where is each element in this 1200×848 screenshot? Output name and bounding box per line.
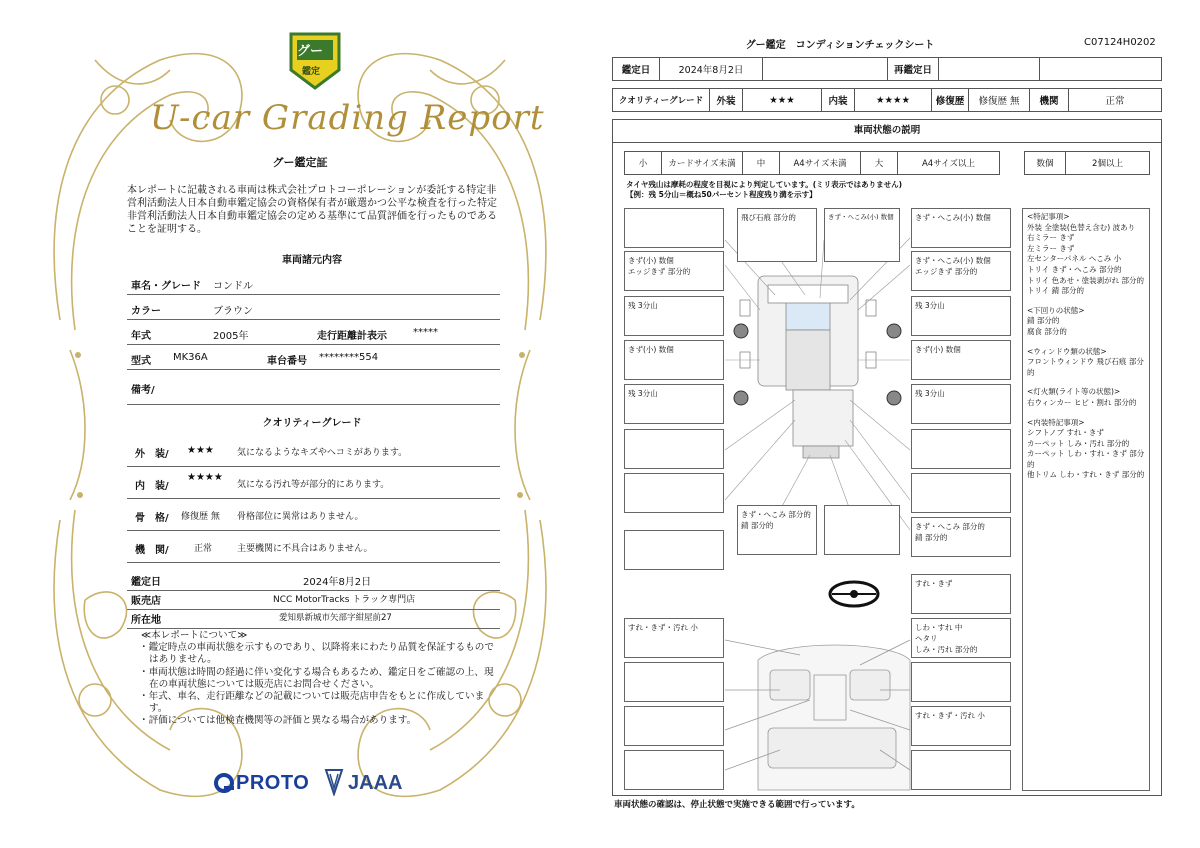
- interior-stars: ★★★★: [187, 472, 223, 483]
- interior-box: [911, 662, 1011, 702]
- notes-title: ≪本レポートについて≫: [141, 630, 248, 641]
- date-label: 鑑定日: [613, 58, 660, 81]
- model-label: 型式: [131, 356, 151, 367]
- row-address: [127, 606, 500, 629]
- ext-value: ★★★: [743, 89, 822, 112]
- remarks-label: 備考/: [131, 385, 155, 396]
- engine-label: 機 関/: [135, 545, 169, 556]
- damage-box: きず・へこみ(小) 数個 エッジきず 部分的: [911, 251, 1011, 291]
- condition-title: 車両状態の説明: [612, 119, 1162, 143]
- size-large-desc: A4サイズ以上: [898, 152, 1000, 175]
- mileage-label: 走行距離計表示: [317, 331, 387, 342]
- lights-group: <灯火類(ライト等の状態)> 右ウィンカー ヒビ・割れ 部分的: [1027, 387, 1137, 407]
- size-mid-desc: A4サイズ未満: [780, 152, 861, 175]
- name-label: 車名・グレード: [131, 281, 201, 292]
- interior-label: 内 装/: [135, 481, 169, 492]
- engine-value: 正常: [1069, 89, 1162, 112]
- interior-box: [911, 750, 1011, 790]
- row-remarks: [127, 376, 500, 398]
- grade-label: クオリティーグレード: [613, 89, 710, 112]
- repair-value: 修復歴 無: [969, 89, 1030, 112]
- steering-wheel-icon: [830, 582, 878, 606]
- size-small-desc: カードサイズ未満: [662, 152, 743, 175]
- engine-label: 機関: [1030, 89, 1069, 112]
- year-value: 2005年: [213, 331, 249, 342]
- damage-box: きず・へこみ 部分的 錆 部分的: [911, 517, 1011, 557]
- badge-sub: 鑑定: [302, 67, 321, 77]
- damage-box: きず・へこみ(小) 数個: [911, 208, 1011, 248]
- certificate-title: グー鑑定証: [272, 156, 328, 169]
- row-color: [127, 297, 500, 320]
- note-item: ・年式、車名、走行距離などの記載については販売店申告をもとに作成しています。: [139, 691, 485, 715]
- interior-box: [624, 750, 724, 790]
- damage-box: きず(小) 数個 エッジきず 部分的: [624, 251, 724, 291]
- row-interior: [127, 472, 500, 499]
- redate-label: 再鑑定日: [888, 58, 939, 81]
- certificate-intro: 本レポートに記載される車両は株式会社プロトコーポレーションが委託する特定非営利活動法人日本自動車鑑定協会の資格保有者が厳選かつ公平な検査を行った特定非営利活動法人日本自動車鑑定協会の定める基準にて品質評価を行ったものであることを証明する。: [127, 185, 497, 235]
- damage-box: 飛び石痕 部分的: [737, 208, 817, 262]
- report-notes: [127, 630, 497, 728]
- row-exterior: [127, 440, 500, 467]
- interior-desc: 気になる汚れ等が部分的にあります。: [237, 480, 390, 490]
- interior-box: すれ・きず: [911, 574, 1011, 614]
- row-model: [127, 347, 500, 370]
- exterior-stars: ★★★: [187, 445, 214, 456]
- color-value: ブラウン: [213, 306, 253, 317]
- engine-desc: 主要機関に不具合はありません。: [237, 544, 373, 554]
- sheet-code: C07124H0202: [1084, 37, 1156, 48]
- dealer-value: NCC MotorTracks トラック専門店: [273, 595, 416, 605]
- frame-desc: 骨格部位に異常はありません。: [237, 512, 364, 522]
- engine-value: 正常: [194, 544, 213, 554]
- dealer-label: 販売店: [131, 596, 161, 607]
- address-label: 所在地: [131, 615, 161, 626]
- spec-section-title: 車両諸元内容: [282, 255, 342, 266]
- underbody-group: <下回りの状態> 錆 部分的 腐食 部分的: [1027, 305, 1085, 336]
- color-label: カラー: [131, 306, 161, 317]
- proto-logo: PROTO: [236, 772, 310, 794]
- year-label: 年式: [131, 331, 151, 342]
- damage-box: きず・へこみ(小) 数個: [824, 208, 900, 262]
- badge-text: グー: [297, 44, 324, 59]
- address-value: 愛知県新城市矢部字紺屋前27: [279, 613, 392, 623]
- chassis-label: 車台番号: [267, 356, 307, 367]
- interior-notes-group: <内装特記事項> シフトノブ すれ・きず カーペット しみ・汚れ 部分的 カーペット しわ・すれ・きず 部分的 他トリム しわ・すれ・きず 部分的: [1027, 417, 1145, 480]
- ext-label: 外装: [710, 89, 743, 112]
- tyre-box: 残 3分山: [911, 296, 1011, 336]
- tyre-box: 残 3分山: [624, 384, 724, 424]
- note-item: ・評価については他検査機関等の評価と異なる場合があります。: [139, 715, 417, 727]
- count-label: 数個: [1025, 152, 1066, 175]
- tyre-box: 残 3分山: [624, 296, 724, 336]
- divider: [127, 404, 500, 405]
- date-value: 2024年8月2日: [303, 577, 372, 588]
- damage-box: [911, 429, 1011, 469]
- size-mid: 中: [743, 152, 780, 175]
- note-item: ・車両状態は時間の経過に伴い変化する場合もあるため、鑑定日をご確認の上、現在の車両状態については販売店にお問合せください。: [139, 666, 494, 690]
- chassis-value: ********554: [319, 352, 379, 363]
- condition-check-sheet: [600, 0, 1200, 848]
- damage-box: きず(小) 数個: [624, 340, 724, 380]
- grade-section-title: クオリティーグレード: [262, 418, 362, 429]
- int-value: ★★★★: [855, 89, 932, 112]
- damage-box: きず・へこみ 部分的 錆 部分的: [737, 505, 817, 555]
- damage-box: [911, 473, 1011, 513]
- damage-box: [824, 505, 900, 555]
- row-engine: [127, 536, 500, 563]
- model-value: MK36A: [173, 352, 208, 363]
- jaaa-logo: [324, 768, 403, 800]
- frame-value: 修復歴 無: [181, 512, 220, 522]
- row-year: [127, 322, 500, 345]
- repair-label: 修復歴: [932, 89, 969, 112]
- date-label: 鑑定日: [131, 577, 161, 588]
- window-group: <ウィンドウ類の状態> フロントウィンドウ 飛び石痕 部分的: [1027, 346, 1144, 377]
- tyre-note-1: タイヤ残山は摩耗の程度を目視により判定しています。(ミリ表示ではありません): [626, 180, 903, 189]
- note-item: ・鑑定時点の車両状態を示すものであり、以降将来にわたり品質を保証するものではありません。: [139, 642, 494, 666]
- special-notes-panel: [1022, 208, 1150, 791]
- count-desc: 2個以上: [1066, 152, 1150, 175]
- sheet-footer: 車両状態の確認は、停止状態で実施できる範囲で行っています。: [614, 800, 860, 810]
- int-label: 内装: [822, 89, 855, 112]
- damage-box: きず(小) 数個: [911, 340, 1011, 380]
- proto-logo-icon: [214, 772, 236, 796]
- tyre-box: 残 3分山: [911, 384, 1011, 424]
- jaaa-logo-text: JAAA: [348, 772, 403, 794]
- damage-box: [624, 530, 724, 570]
- row-name: [127, 272, 500, 295]
- interior-box: すれ・きず・汚れ 小: [624, 618, 724, 658]
- row-frame: [127, 504, 500, 531]
- interior-box: [624, 706, 724, 746]
- damage-box: [624, 208, 724, 248]
- jaaa-logo-icon: [324, 768, 344, 796]
- exterior-label: 外 装/: [135, 449, 169, 460]
- interior-box: しわ・すれ 中 ヘタリ しみ・汚れ 部分的: [911, 618, 1011, 658]
- exterior-desc: 気になるようなキズやヘコミがあります。: [237, 448, 408, 458]
- frame-label: 骨 格/: [135, 513, 169, 524]
- name-value: コンドル: [213, 281, 253, 292]
- size-small: 小: [625, 152, 662, 175]
- report-script-title: U-car Grading Report: [150, 98, 545, 138]
- damage-box: [624, 473, 724, 513]
- size-large: 大: [861, 152, 898, 175]
- sheet-title: グー鑑定 コンディションチェックシート: [745, 40, 935, 51]
- special-notes-group: <特記事項> 外装 全塗装(色替え含む) 波あり 右ミラー きず 左ミラー きず 左センターパネル へこみ 小 トリイ きず・へこみ 部分的 トリイ 色あせ・塗装剥がれ 部分的 トリイ 錆 部分的: [1027, 212, 1145, 296]
- interior-box: すれ・きず・汚れ 小: [911, 706, 1011, 746]
- interior-box: [624, 662, 724, 702]
- damage-box: [624, 429, 724, 469]
- mileage-value: *****: [413, 327, 438, 338]
- date-value: 2024年8月2日: [660, 58, 763, 81]
- tyre-note-2: 【例：残 5分山＝概ね50パーセント程度残り溝を示す】: [626, 190, 817, 199]
